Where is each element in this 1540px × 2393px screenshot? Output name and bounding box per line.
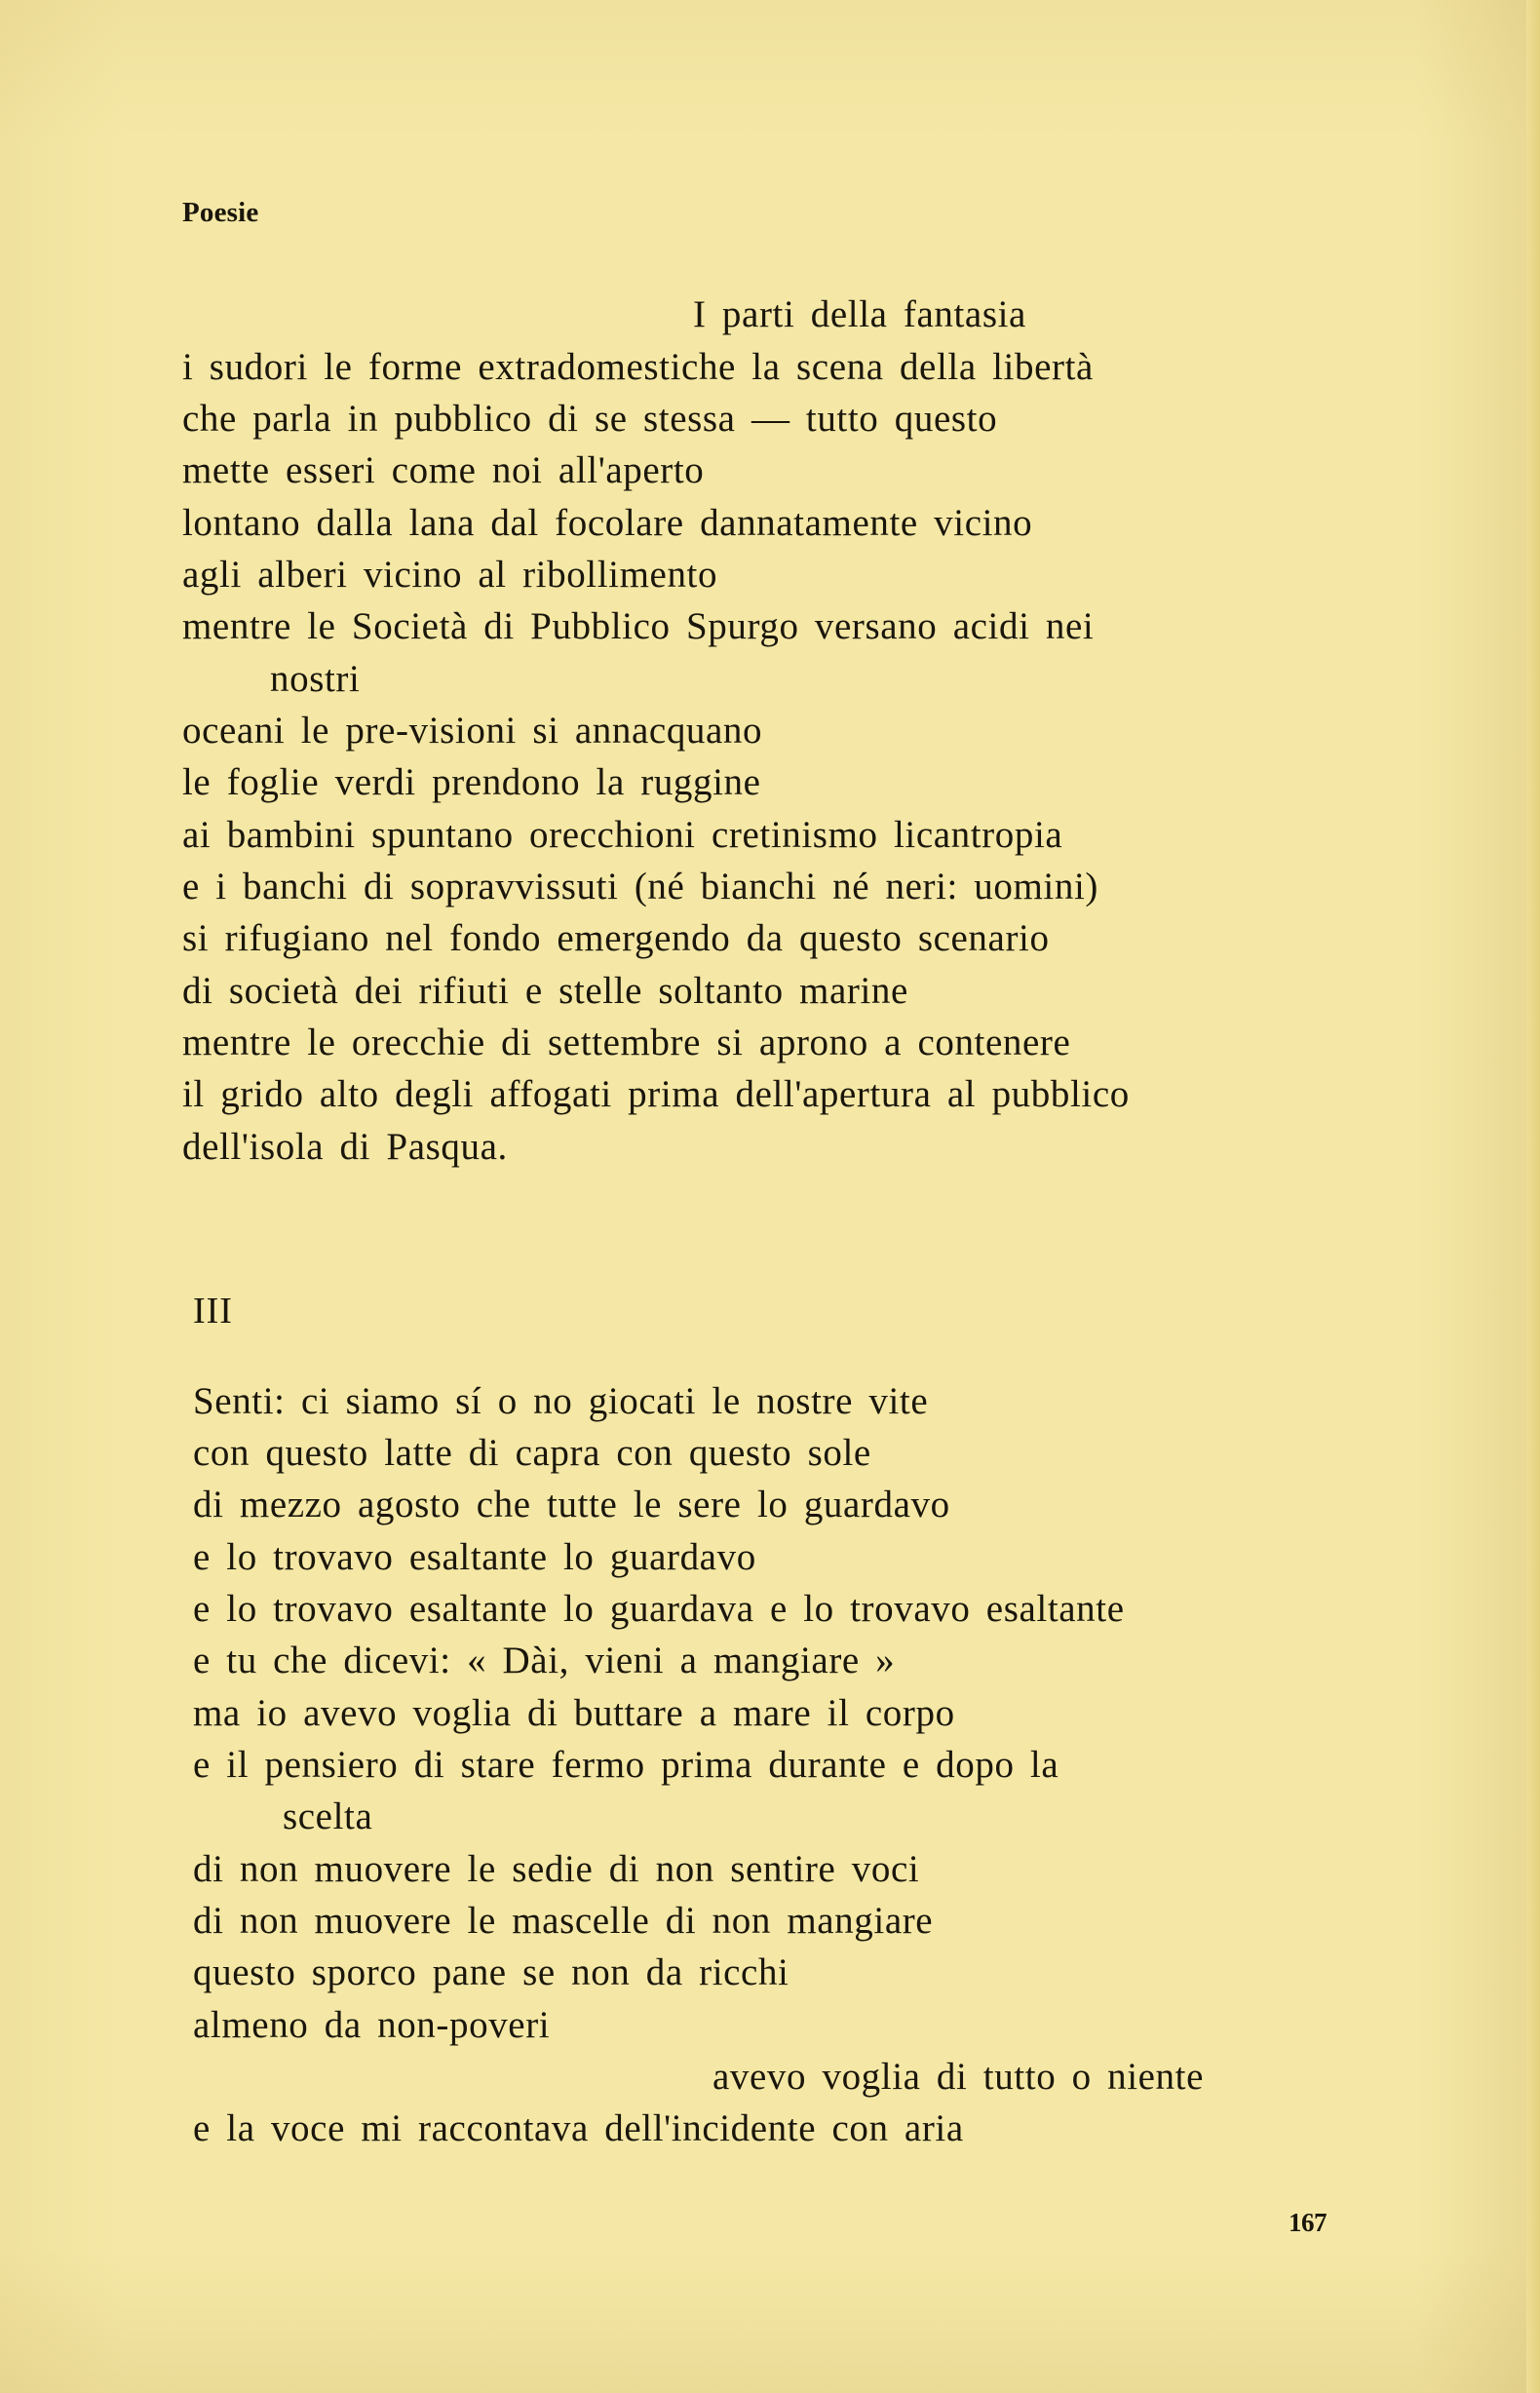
poem-line: almeno da non-poveri — [193, 2004, 551, 2046]
poem-line: nostri — [270, 658, 361, 700]
poem-line: questo sporco pane se non da ricchi — [193, 1951, 789, 1993]
poem-line: dell'isola di Pasqua. — [182, 1126, 508, 1168]
poem-line: di non muovere le mascelle di non mangiare — [193, 1900, 934, 1942]
poem-line: che parla in pubblico di se stessa — tutto questo — [182, 398, 998, 440]
poem-line: mentre le Società di Pubblico Spurgo versano acidi nei — [182, 605, 1095, 647]
poem-line: I parti della fantasia — [693, 293, 1026, 335]
poem-line: di società dei rifiuti e stelle soltanto marine — [182, 970, 908, 1012]
poem-line: Senti: ci siamo sí o no giocati le nostre vite — [193, 1380, 929, 1422]
page-number: 167 — [1289, 2208, 1327, 2237]
poem-line: agli alberi vicino al ribollimento — [182, 554, 718, 596]
poem-line: oceani le pre-visioni si annacquano — [182, 710, 763, 752]
running-head: Poesie — [182, 197, 259, 228]
poem-line: mette esseri come noi all'aperto — [182, 449, 705, 491]
poem-line: e la voce mi raccontava dell'incidente con aria — [193, 2107, 964, 2149]
page-edge — [1526, 0, 1540, 2393]
section-heading: III — [193, 1291, 233, 1332]
poem-line: i sudori le forme extradomestiche la scena della libertà — [182, 346, 1094, 388]
poem-line: lontano dalla lana dal focolare dannatamente vicino — [182, 502, 1033, 544]
poem-line: ai bambini spuntano orecchioni cretinismo licantropia — [182, 814, 1063, 856]
poem-line: e lo trovavo esaltante lo guardava e lo trovavo esaltante — [193, 1588, 1125, 1630]
poem-line: e tu che dicevi: « Dài, vieni a mangiare » — [193, 1640, 896, 1681]
poem-line: le foglie verdi prendono la ruggine — [182, 761, 761, 803]
poem-line: con questo latte di capra con questo sole — [193, 1432, 871, 1474]
poem-line: si rifugiano nel fondo emergendo da questo scenario — [182, 917, 1050, 959]
poem-line: e i banchi di sopravvissuti (né bianchi né neri: uomini) — [182, 866, 1098, 907]
poem-line: il grido alto degli affogati prima dell'apertura al pubblico — [182, 1073, 1130, 1115]
poem-line: di mezzo agosto che tutte le sere lo guardavo — [193, 1484, 950, 1525]
poem-line: e lo trovavo esaltante lo guardavo — [193, 1536, 756, 1578]
poem-line: scelta — [283, 1795, 373, 1837]
poem-line: avevo voglia di tutto o niente — [712, 2056, 1204, 2098]
poem-line: e il pensiero di stare fermo prima durante e dopo la — [193, 1744, 1059, 1786]
poem-line: di non muovere le sedie di non sentire voci — [193, 1848, 920, 1890]
poem-line: ma io avevo voglia di buttare a mare il corpo — [193, 1692, 955, 1734]
poem-line: mentre le orecchie di settembre si aprono a contenere — [182, 1022, 1071, 1063]
